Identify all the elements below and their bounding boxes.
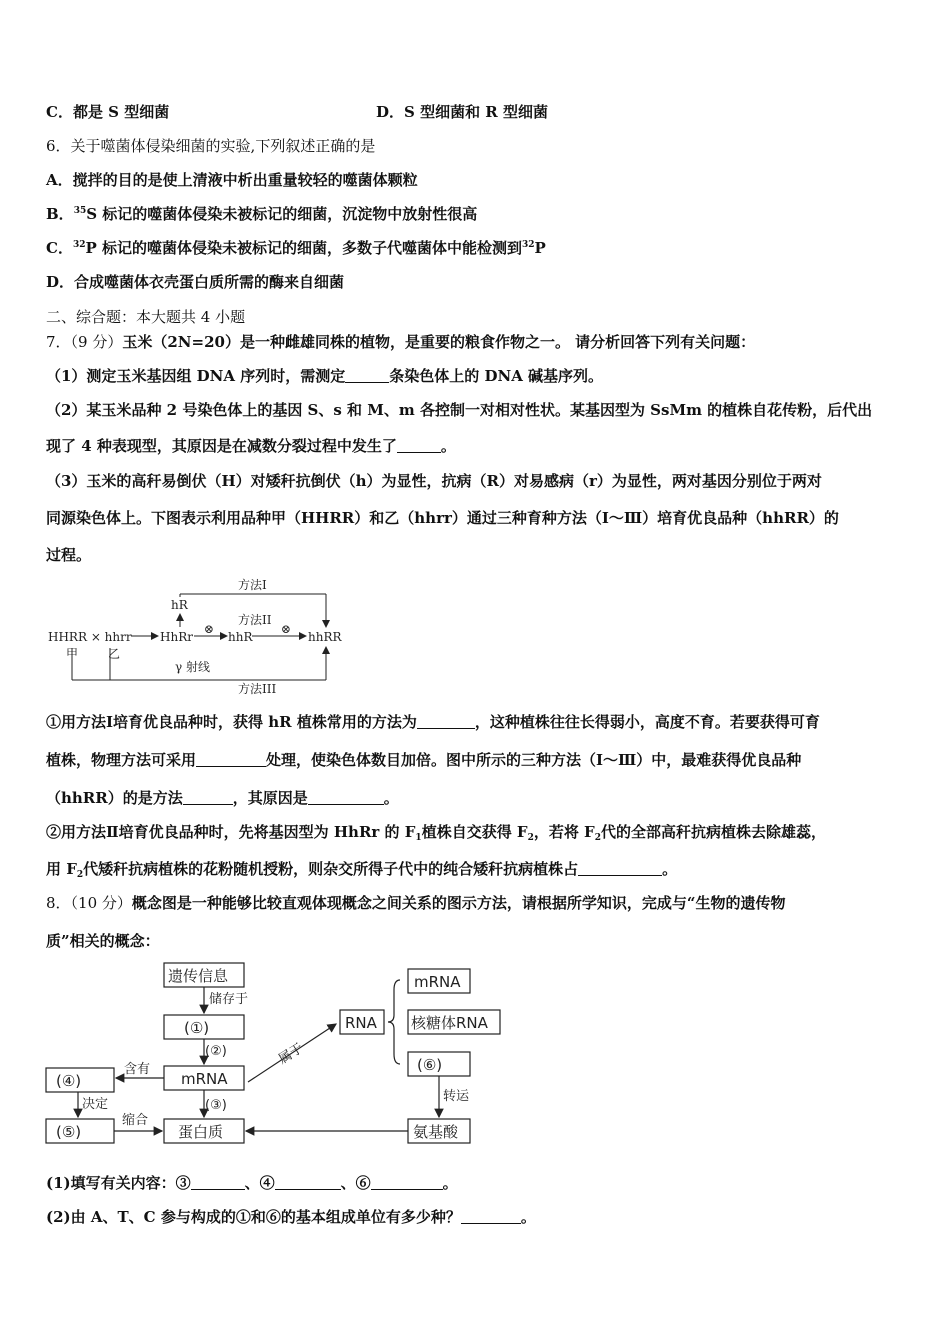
rrna-box: 核糖体RNA: [411, 1014, 488, 1032]
box1: (①): [184, 1019, 210, 1037]
q7-part3-line3: 过程。: [46, 546, 92, 564]
q7-part2-line1: （2）某玉米品种 2 号染色体上的基因 S、s 和 M、m 各控制一对相对性状。某基因型为 SsMm 的植株自花传粉，后代出: [46, 401, 873, 419]
q7-s2-line1: ②用方法Ⅱ培育优良品种时，先将基因型为 HhRr 的 $F_1$植株自交获得 $F_2$，若将 $F_2$代的全部高秆抗病植株去除雄蕊，: [46, 823, 826, 843]
q7-s1-line3: （hhRR）的是方法 ，其原因是 。: [46, 789, 399, 807]
q6-option-d: D．合成噬菌体衣壳蛋白质所需的酶来自细菌: [46, 273, 345, 291]
q7-part3-line2: 同源染色体上。下图表示利用品种甲（HHRR）和乙（hhrr）通过三种育种方法（Ⅰ～Ⅲ）培育优良品种（hhRR）的: [46, 509, 839, 527]
section-heading: 二、综合题：本大题共 4 小题: [46, 308, 246, 326]
q7-part3-line1: （3）玉米的高秆易倒伏（H）对矮秆抗倒伏（h）为显性，抗病（R）对易感病（r）为显性，两对基因分别位于两对: [46, 472, 822, 490]
q7-s1-line1: ①用方法Ⅰ培育优良品种时，获得 hR 植株常用的方法为 ，这种植株往往长得弱小，高度不育。若要获得可育: [46, 713, 820, 731]
rna-box: RNA: [345, 1014, 377, 1032]
hhR-label: hhR: [228, 630, 253, 644]
mrna2-box: mRNA: [414, 973, 461, 991]
q6-option-b: B．$^{35}$S 标记的噬菌体侵染未被标记的细菌，沉淀物中放射性很高: [46, 205, 478, 223]
genetic-info-box: 遗传信息: [168, 967, 229, 985]
q7-s2-line2: 用 $F_2$代矮秆抗病植株的花粉随机授粉，则杂交所得子代中的纯合矮秆抗病植株占 。: [46, 860, 678, 880]
q6-stem: 6．关于噬菌体侵染细菌的实验,下列叙述正确的是: [46, 137, 376, 155]
transport-label: 转运: [443, 1089, 470, 1104]
condense-label: 缩合: [122, 1113, 149, 1128]
jia-label: 甲: [66, 647, 79, 661]
method3-label: 方法III: [238, 682, 277, 696]
self-symbol-2: ⊗: [281, 622, 292, 636]
amino-acid-box: 氨基酸: [413, 1123, 459, 1141]
q6-option-c: C．$^{32}$P 标记的噬菌体侵染未被标记的细菌，多数子代噬菌体中能检测到$^{32}$P: [46, 239, 546, 257]
mrna-box: mRNA: [181, 1070, 228, 1088]
q7-s1-line2: 植株，物理方法可采用 处理，使染色体数目加倍。图中所示的三种方法（Ⅰ～Ⅲ）中，最难获得优良品种: [46, 751, 802, 769]
product-label: hhRR: [308, 630, 342, 644]
f1-label: HhRr: [160, 630, 193, 644]
q6-option-a: A．搅拌的目的是使上清液中析出重量较轻的噬菌体颗粒: [46, 171, 418, 189]
stored-in-label: 储存于: [209, 992, 249, 1007]
cross-label: HHRR × hhrr: [48, 630, 132, 644]
q8-stem-line2: 质”相关的概念：: [46, 932, 160, 950]
q5-option-c: C．都是 S 型细菌: [46, 103, 170, 121]
contains-label: 含有: [124, 1062, 151, 1077]
q5-option-d: D．S 型细菌和 R 型细菌: [376, 103, 548, 121]
yi-label: 乙: [108, 647, 121, 661]
q7-part2-line2: 现了 4 种表现型，其原因是在减数分裂过程中发生了 。: [46, 437, 456, 455]
hR-label: hR: [171, 598, 188, 612]
box6: (⑥): [417, 1056, 443, 1074]
protein-box: 蛋白质: [178, 1123, 224, 1141]
q7-part1: （1）测定玉米基因组 DNA 序列时，需测定 条染色体上的 DNA 碱基序列。: [46, 367, 604, 385]
q8-sub1: (1)填写有关内容：③ 、④ 、⑥ 。: [46, 1174, 458, 1192]
label2: (②): [205, 1044, 227, 1059]
box5: (⑤): [56, 1123, 82, 1141]
method1-label: 方法I: [238, 578, 267, 592]
q8-sub2: (2)由 A、T、C 参与构成的①和⑥的基本组成单位有多少种？ 。: [46, 1208, 536, 1226]
decides-label: 决定: [82, 1097, 109, 1112]
self-symbol-1: ⊗: [204, 622, 215, 636]
box4: (④): [56, 1072, 82, 1090]
method2-label: 方法II: [238, 613, 272, 627]
q8-stem: 8．（10 分）概念图是一种能够比较直观体现概念之间关系的图示方法，请根据所学知识，完成与“生物的遗传物: [46, 894, 786, 912]
gamma-label: γ 射线: [175, 660, 210, 674]
label3: (③): [205, 1098, 227, 1113]
q7-stem: 7．（9 分）玉米（2N=20）是一种雌雄同株的植物，是重要的粮食作物之一。 请分析回答下列有关问题：: [46, 333, 756, 351]
belongs-label: 属于: [276, 1040, 307, 1068]
